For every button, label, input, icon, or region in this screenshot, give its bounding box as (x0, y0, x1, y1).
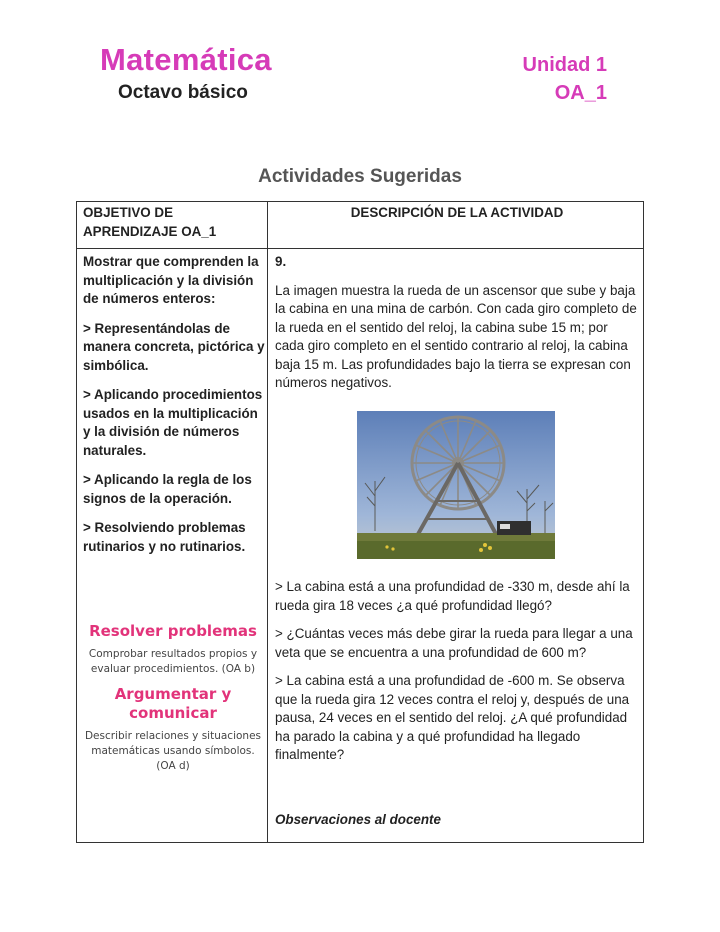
objective-text: Mostrar que comprenden la multiplicación y la división de números enteros: (83, 254, 259, 306)
question-item: > La cabina está a una profundidad de -600 m. Se observa que la rueda gira 12 veces contra el reloj y, después de una pausa, 24 veces en el sentido del reloj. ¿A qué profundidad ha parado la cabina y a qué profundidad ha llegado finalmente? (275, 673, 630, 762)
skills-box (84, 622, 262, 782)
mine-wheel-illustration (357, 411, 555, 559)
activity-intro: La imagen muestra la rueda de un ascensor que sube y baja la cabina en una mina de carbón. Con cada giro completo de la rueda en el sentido del reloj, la cabina sube 15 m; por cada giro completo en el sentido contrario al reloj, la cabina baja 15 m. Las profundidades bajo la tierra se expresan con números negativos. (275, 282, 637, 390)
teacher-observations: Observaciones al docente (275, 812, 441, 827)
description-header: DESCRIPCIÓN DE LA ACTIVIDAD (350, 205, 564, 220)
grade-subtitle: Octavo básico (118, 82, 248, 103)
table-border-right (643, 201, 644, 843)
subject-title: Matemática (100, 42, 272, 77)
objective-header: OBJETIVO DE APRENDIZAJE OA_1 (83, 205, 217, 239)
skill-description: Comprobar resultados propios y evaluar procedimientos. (OA b) (88, 648, 258, 675)
skill-title: Resolver problemas (89, 622, 257, 640)
description-cell (275, 253, 637, 403)
section-title: Actividades Sugeridas (258, 166, 462, 187)
question-item: > La cabina está a una profundidad de -330 m, desde ahí la rueda gira 18 veces ¿a qué profundidad llegó? (275, 579, 630, 613)
objective-item: > Representándolas de manera concreta, pictórica y simbólica. (83, 320, 265, 373)
questions-list (275, 578, 637, 775)
oa-label: OA_1 (554, 82, 607, 104)
table-border-bottom (76, 842, 644, 843)
skill-description: Describir relaciones y situaciones matemáticas usando símbolos. (OA d) (84, 730, 262, 772)
activity-number: 9. (275, 254, 287, 269)
unit-label: Unidad 1 (522, 54, 607, 76)
skill-title: Argumentar y comunicar (114, 685, 232, 722)
question-item: > ¿Cuántas veces más debe girar la rueda para llegar a una veta que se encuentra a una profundidad de 600 m? (275, 626, 633, 660)
objective-item: > Resolviendo problemas rutinarios y no rutinarios. (83, 520, 246, 554)
table-border-header (76, 248, 644, 249)
objective-item: > Aplicando la regla de los signos de la operación. (83, 472, 252, 506)
objective-cell (83, 253, 265, 567)
objective-item: > Aplicando procedimientos usados en la multiplicación y la división de números naturales. (83, 387, 263, 458)
mine-wheel-photo (357, 411, 555, 559)
table-border-top (76, 201, 644, 202)
table-border-mid (267, 201, 268, 843)
table-border-left (76, 201, 77, 843)
